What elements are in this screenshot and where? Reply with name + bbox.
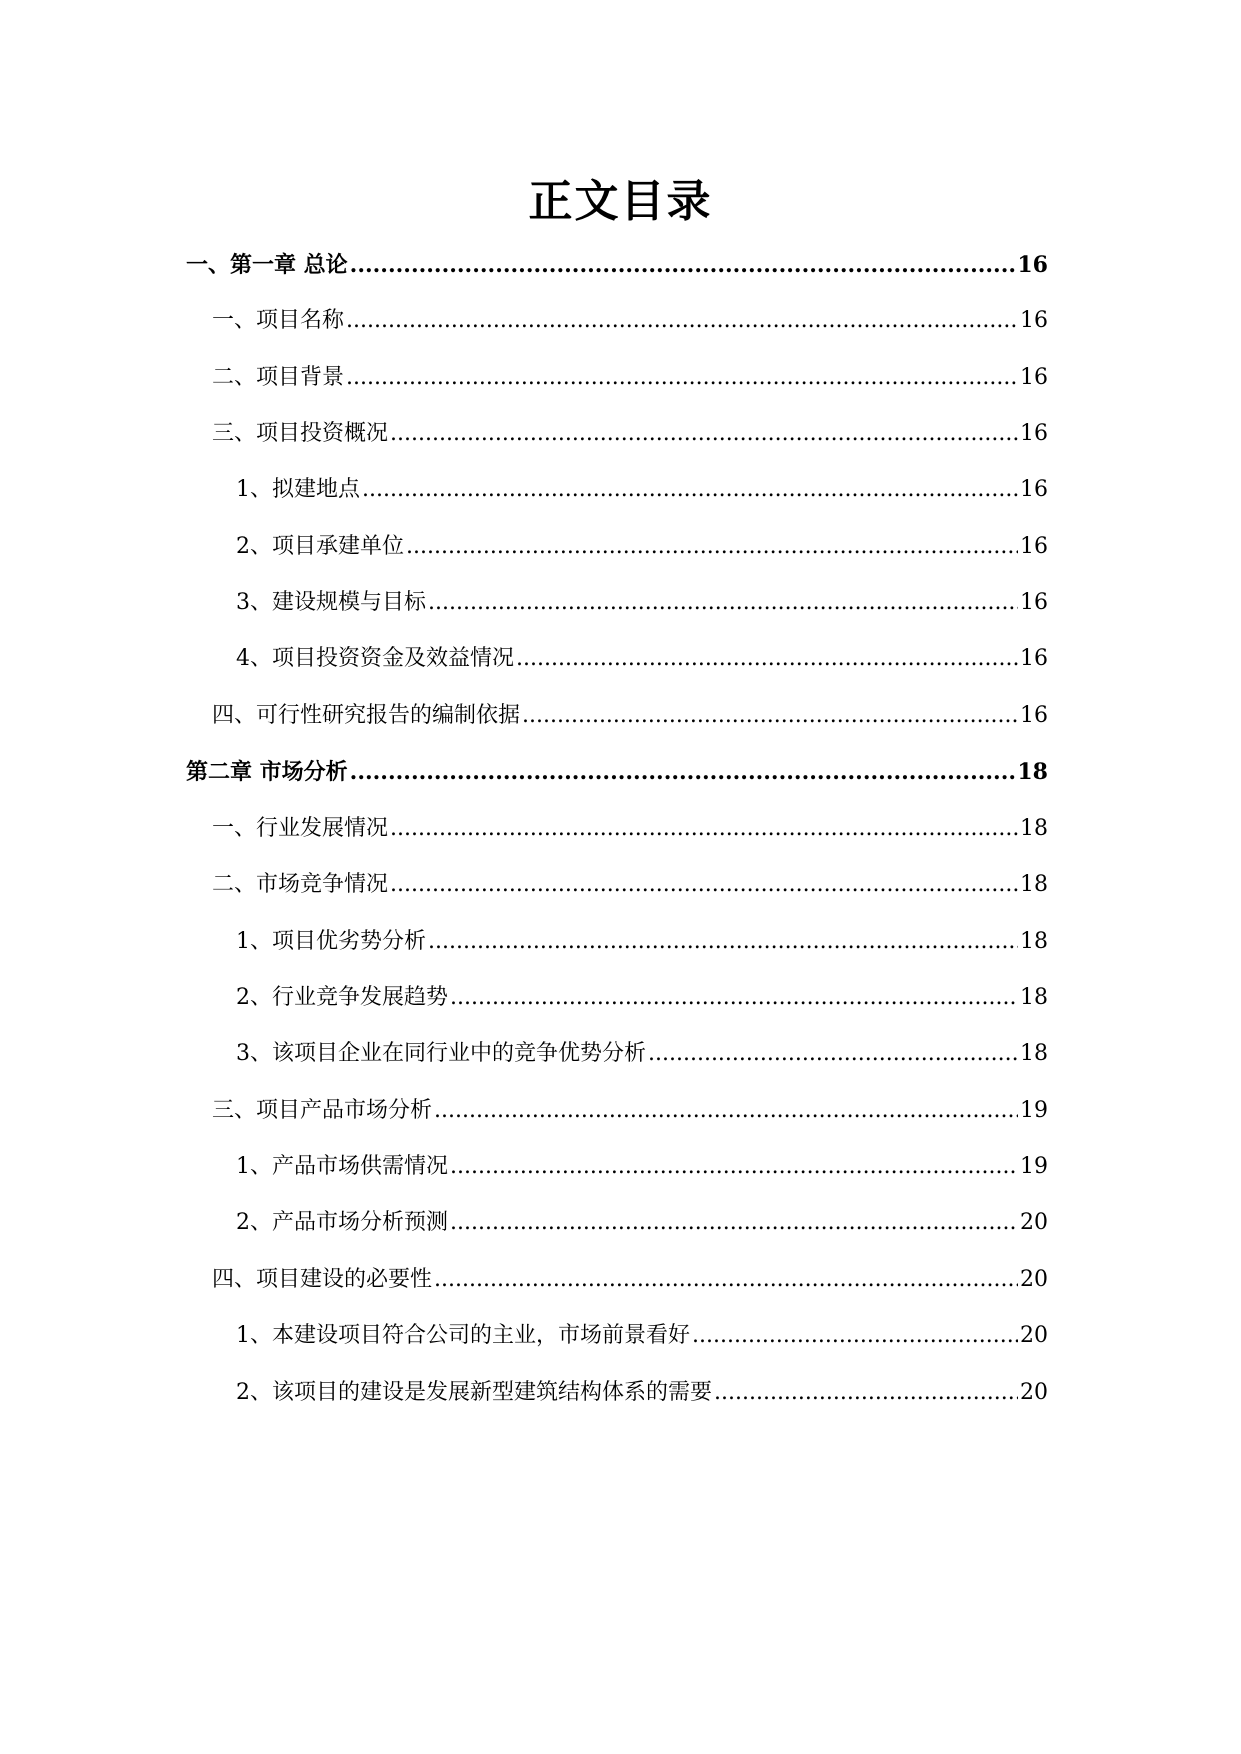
toc-dot-leader xyxy=(648,1034,1018,1074)
toc-entry[interactable] xyxy=(236,1316,1048,1356)
toc-dot-leader xyxy=(428,583,1018,623)
toc-dot-leader xyxy=(428,922,1018,962)
toc-dot-leader xyxy=(434,1091,1018,1131)
toc-entry-page: 18 xyxy=(1017,759,1048,785)
toc-dot-leader xyxy=(516,639,1018,679)
toc-entry-page: 20 xyxy=(1020,1267,1048,1292)
toc-entry[interactable] xyxy=(212,358,1048,398)
toc-entry[interactable] xyxy=(236,922,1048,962)
toc-entry[interactable] xyxy=(212,696,1048,736)
toc-entry-page: 16 xyxy=(1017,252,1048,278)
toc-entry[interactable] xyxy=(236,583,1048,623)
toc-entry[interactable] xyxy=(236,470,1048,510)
toc-entry-page: 16 xyxy=(1020,703,1048,728)
toc-entry-label: 二、项目背景 xyxy=(212,365,345,390)
toc-entry-label: 第二章 市场分析 xyxy=(186,759,348,785)
toc-entry-label: 1、项目优劣势分析 xyxy=(236,929,426,954)
toc-entry-label: 2、该项目的建设是发展新型建筑结构体系的需要 xyxy=(236,1380,712,1405)
toc-entry[interactable] xyxy=(236,1147,1048,1187)
toc-entry-label: 3、该项目企业在同行业中的竞争优势分析 xyxy=(236,1041,646,1066)
toc-entry-page: 20 xyxy=(1020,1380,1048,1405)
toc-dot-leader xyxy=(346,301,1018,341)
toc-entry[interactable] xyxy=(212,1260,1048,1300)
toc-dot-leader xyxy=(714,1373,1018,1413)
toc-entry-label: 3、建设规模与目标 xyxy=(236,590,426,615)
toc-entry-label: 三、项目投资概况 xyxy=(212,421,389,446)
toc-entry-page: 16 xyxy=(1020,365,1048,390)
toc-entry-label: 四、可行性研究报告的编制依据 xyxy=(212,703,521,728)
toc-dot-leader xyxy=(346,358,1018,398)
toc-entry-page: 16 xyxy=(1020,590,1048,615)
toc-dot-leader xyxy=(450,1203,1018,1243)
toc-entry[interactable] xyxy=(212,414,1048,454)
toc-entry-label: 1、本建设项目符合公司的主业，市场前景看好 xyxy=(236,1323,690,1348)
toc-dot-leader xyxy=(406,527,1018,567)
toc-entry-label: 二、市场竞争情况 xyxy=(212,872,389,897)
toc-entry[interactable] xyxy=(186,752,1048,792)
toc-entry[interactable] xyxy=(236,1373,1048,1413)
toc-dot-leader xyxy=(522,696,1018,736)
toc-dot-leader xyxy=(692,1316,1018,1356)
toc-entry-page: 16 xyxy=(1020,646,1048,671)
toc-dot-leader xyxy=(350,245,1016,285)
toc-entry-label: 三、项目产品市场分析 xyxy=(212,1098,433,1123)
toc-entry-page: 19 xyxy=(1020,1154,1048,1179)
toc-dot-leader xyxy=(350,752,1016,792)
toc-dot-leader xyxy=(390,809,1018,849)
toc-entry-label: 一、行业发展情况 xyxy=(212,816,389,841)
toc-entry-page: 16 xyxy=(1020,421,1048,446)
toc-entry-page: 18 xyxy=(1020,985,1048,1010)
toc-dot-leader xyxy=(434,1260,1018,1300)
toc-entry[interactable] xyxy=(236,1203,1048,1243)
toc-entry-page: 20 xyxy=(1020,1210,1048,1235)
toc-entry[interactable] xyxy=(212,865,1048,905)
toc-entry[interactable] xyxy=(236,527,1048,567)
toc-entry-page: 18 xyxy=(1020,872,1048,897)
toc-entry-page: 19 xyxy=(1020,1098,1048,1123)
toc-entry[interactable] xyxy=(212,1091,1048,1131)
toc-entry-label: 一、项目名称 xyxy=(212,308,345,333)
toc-entry[interactable] xyxy=(212,809,1048,849)
toc-entry[interactable] xyxy=(236,639,1048,679)
toc-entry[interactable] xyxy=(236,978,1048,1018)
toc-dot-leader xyxy=(390,865,1018,905)
toc-entry-label: 2、行业竞争发展趋势 xyxy=(236,985,448,1010)
toc-entry-page: 20 xyxy=(1020,1323,1048,1348)
toc-entry-page: 18 xyxy=(1020,929,1048,954)
toc-dot-leader xyxy=(450,978,1018,1018)
toc-entry-page: 16 xyxy=(1020,308,1048,333)
toc-dot-leader xyxy=(390,414,1018,454)
toc-entry[interactable] xyxy=(186,245,1048,285)
toc-entry-label: 1、拟建地点 xyxy=(236,477,360,502)
toc-entry-label: 4、项目投资资金及效益情况 xyxy=(236,646,514,671)
toc-entry[interactable] xyxy=(212,301,1048,341)
toc-entry-label: 四、项目建设的必要性 xyxy=(212,1267,433,1292)
toc-entry-label: 2、产品市场分析预测 xyxy=(236,1210,448,1235)
toc-entry-label: 一、第一章 总论 xyxy=(186,252,348,278)
toc-dot-leader xyxy=(450,1147,1018,1187)
toc-entry-page: 18 xyxy=(1020,816,1048,841)
toc-entry-page: 16 xyxy=(1020,477,1048,502)
toc-entry-page: 16 xyxy=(1020,534,1048,559)
toc-dot-leader xyxy=(362,470,1018,510)
toc-entry[interactable] xyxy=(236,1034,1048,1074)
page-title: 正文目录 xyxy=(528,176,713,227)
toc-entry-label: 1、产品市场供需情况 xyxy=(236,1154,448,1179)
toc-entry-page: 18 xyxy=(1020,1041,1048,1066)
toc-entry-label: 2、项目承建单位 xyxy=(236,534,404,559)
